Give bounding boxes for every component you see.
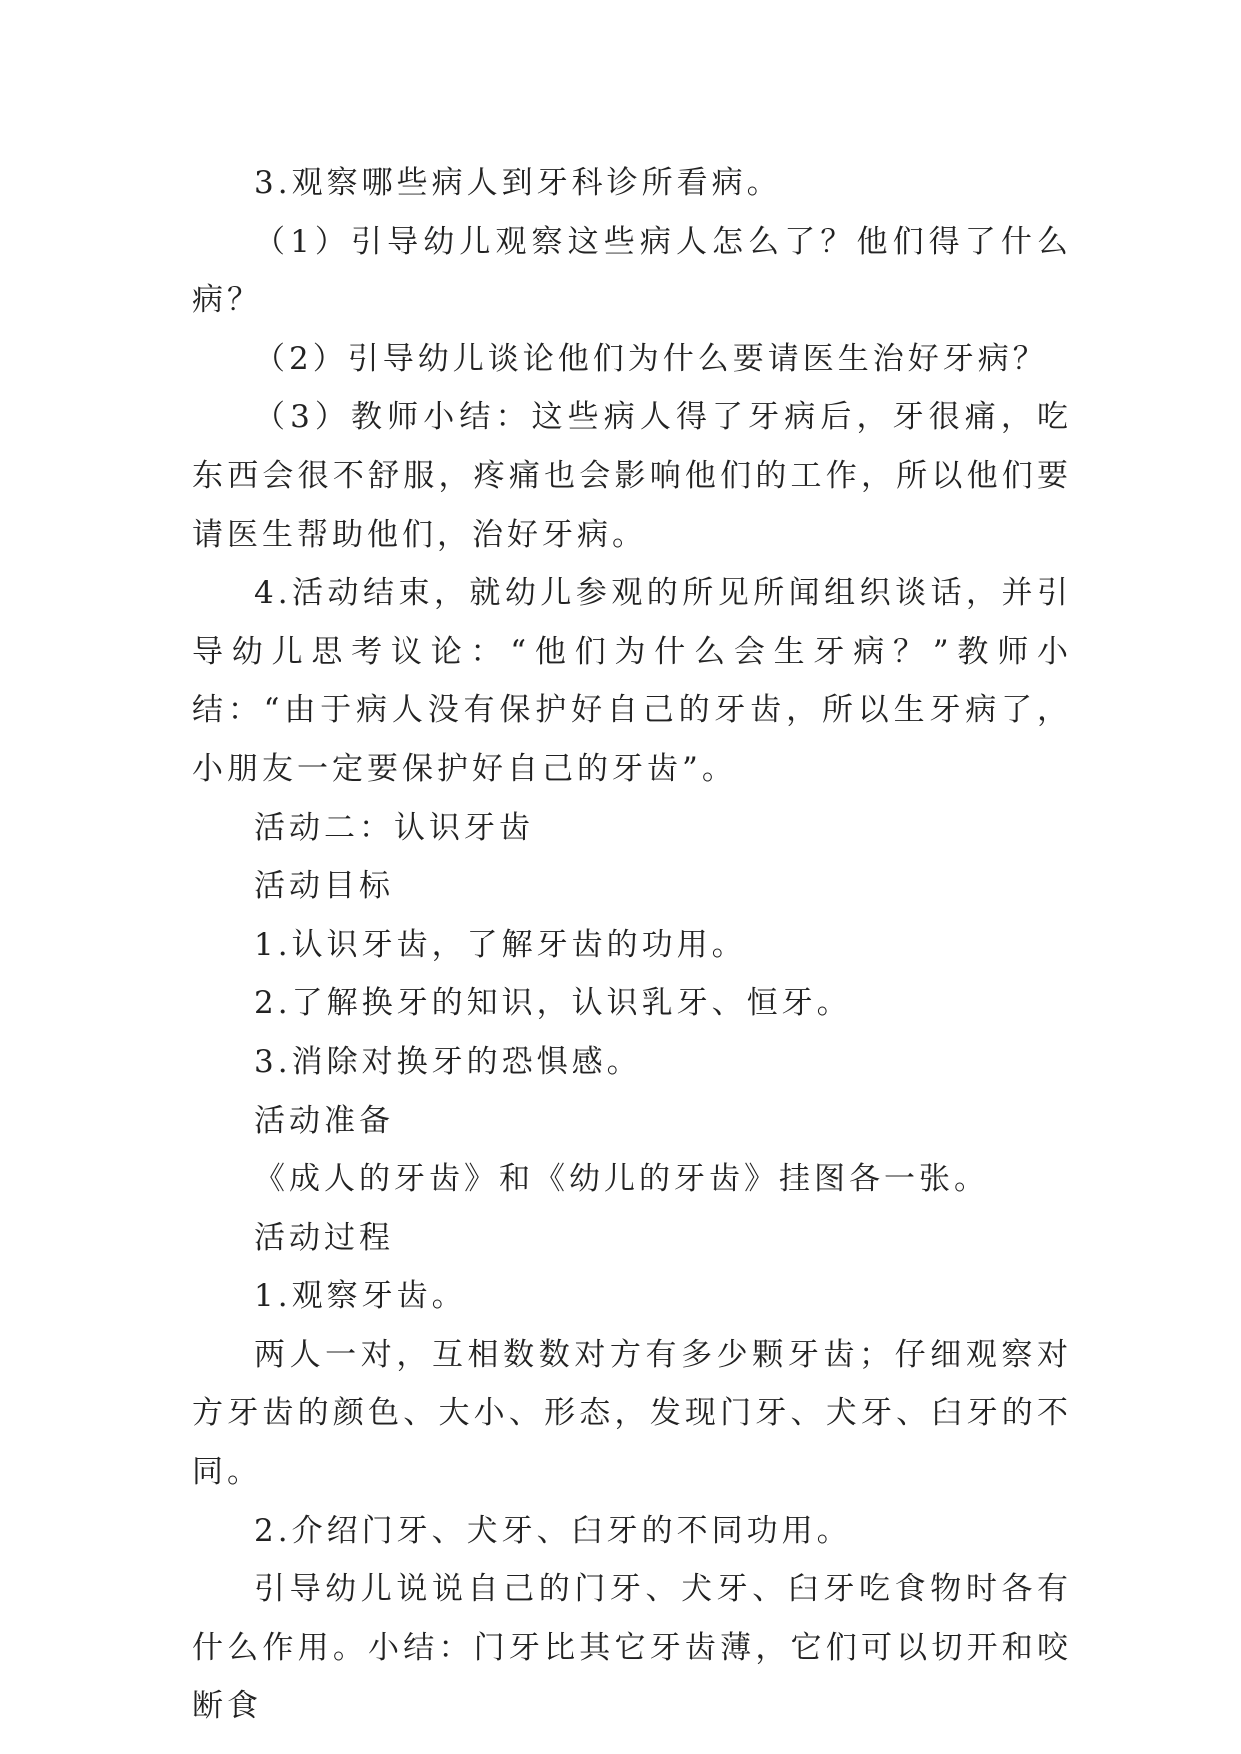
paragraph-activity-end: 4.活动结束，就幼儿参观的所见所闻组织谈话，并引导幼儿思考议论：“他们为什么会生牙病？”教师小结：“由于病人没有保护好自己的牙齿，所以生牙病了，小朋友一定要保护好自己的牙齿”。 — [192, 575, 1072, 787]
process-step-1-detail: 两人一对，互相数数对方有多少颗牙齿；仔细观察对方牙齿的颜色、大小、形态，发现门牙、犬牙、臼牙的不同。 — [192, 1336, 1072, 1491]
paragraph-teacher-summary: （3）教师小结：这些病人得了牙病后，牙很痛，吃东西会很不舒服，疼痛也会影响他们的工作，所以他们要请医生帮助他们，治好牙病。 — [192, 399, 1072, 553]
heading-activity-preparation: 活动准备 — [254, 1102, 394, 1139]
preparation-text: 《成人的牙齿》和《幼儿的牙齿》挂图各一张。 — [254, 1161, 989, 1198]
heading-activity-process: 活动过程 — [254, 1219, 394, 1256]
document-body — [192, 154, 1072, 1736]
paragraph-observe-patients: 3.观察哪些病人到牙科诊所看病。 — [254, 165, 782, 201]
heading-activity-two: 活动二：认识牙齿 — [254, 809, 534, 846]
paragraph-step-2: （2）引导幼儿谈论他们为什么要请医生治好牙病？ — [254, 340, 1048, 377]
process-step-2-detail: 引导幼儿说说自己的门牙、犬牙、臼牙吃食物时各有什么作用。小结：门牙比其它牙齿薄，它们可以切开和咬断食 — [192, 1571, 1072, 1725]
process-step-1: 1.观察牙齿。 — [254, 1278, 467, 1315]
paragraph-step-1: （1）引导幼儿观察这些病人怎么了？他们得了什么病？ — [192, 223, 1072, 319]
goal-item-3: 3.消除对换牙的恐惧感。 — [254, 1043, 642, 1080]
process-step-2: 2.介绍门牙、犬牙、臼牙的不同功用。 — [254, 1512, 852, 1549]
goal-item-1: 1.认识牙齿，了解牙齿的功用。 — [254, 926, 747, 963]
goal-item-2: 2.了解换牙的知识，认识乳牙、恒牙。 — [254, 985, 852, 1022]
heading-activity-goals: 活动目标 — [254, 868, 394, 905]
